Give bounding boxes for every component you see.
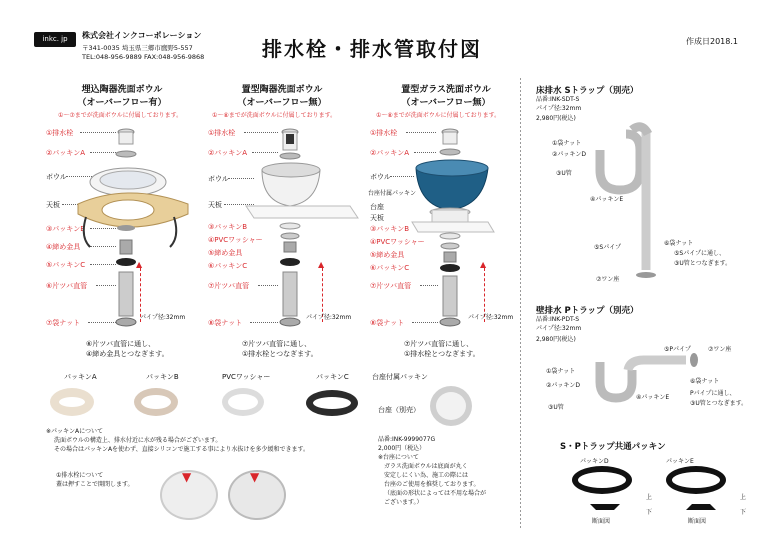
packing-b-image (134, 388, 178, 416)
s1-connect-note-1: ⑥片ツバ直管に通し、 (86, 340, 156, 348)
section3-note: ①～⑧までが洗面ボウルに付属しております。 (376, 112, 501, 119)
s1-label-packing-c: ⑤パッキンC (46, 261, 86, 269)
column-divider (520, 78, 521, 528)
s3-connect-note-1: ⑦片ツバ直管に通し、 (404, 340, 474, 348)
section2-subtitle: （オーバーフロー無） (237, 98, 327, 108)
part-label-packing-b: パッキンB (146, 373, 179, 381)
p-trap-p-pipe: ⑤Pパイプ (664, 346, 691, 353)
s3-label-flange-pipe: ⑦片ツバ直管 (370, 282, 412, 290)
s1-label-bag-nut: ⑦袋ナット (46, 319, 81, 327)
s-trap-packing-e: ④パッキンE (590, 196, 624, 203)
s1-label-drain-plug: ①排水栓 (46, 129, 74, 137)
section1-note: ①～⑦までが洗面ボウルに付属しております。 (58, 112, 183, 119)
plug-press-arrow-icon: ▼ (182, 470, 192, 484)
common-packing-e-label: パッキンE (666, 458, 694, 465)
packing-e-section-image (686, 504, 716, 510)
s-trap-price: 2,980円(税込) (536, 115, 576, 122)
s3-label-bowl: ボウル (370, 173, 391, 181)
common-packing-d-label: パッキンD (580, 458, 609, 465)
stand-code: 品番:INK-9999077G (378, 436, 436, 443)
pvc-washer-image (222, 388, 264, 416)
s1-label-packing-a: ②パッキンA (46, 149, 85, 157)
s1-connect-note-2: ④締め金具とつなぎます。 (86, 350, 169, 358)
packing-d-image (572, 466, 632, 494)
s1-label-packing-b: ③パッキンB (46, 225, 86, 233)
p-trap-u-pipe: ③U管 (548, 404, 564, 411)
s1-label-counter: 天板 (46, 201, 60, 209)
s-trap-diagram (586, 120, 666, 290)
stand-note-line: 台座のご使用を推奨しております。 (384, 481, 480, 488)
p-trap-note1: Pパイプに通し、 (690, 390, 736, 397)
contact-line: TEL:048-956-9889 FAX:048-956-9868 (82, 53, 205, 61)
s1-label-bowl: ボウル (46, 173, 67, 181)
section3-subtitle: （オーバーフロー無） (401, 98, 491, 108)
s2-label-counter: 天板 (208, 201, 222, 209)
packing-note-line: その場合はパッキンAを使わず、直接シリコンで施工する事により水抜けを多少緩和できます。 (54, 446, 309, 453)
plug-press-arrow-icon: ▼ (250, 470, 260, 484)
s1-arrow-head-icon: ▲ (136, 260, 143, 269)
s1-label-fastener: ④締め金具 (46, 243, 81, 251)
s3-label-fastener: ⑤締め金具 (370, 251, 405, 259)
s3-label-packing-c: ⑥パッキンC (370, 264, 410, 272)
section-down-label: 下 (646, 509, 653, 516)
packing-c-image (306, 390, 358, 416)
section-up-label: 上 (646, 494, 653, 501)
section3-title: 置型ガラス洗面ボウル (401, 85, 491, 95)
p-trap-bag-nut6: ⑥袋ナット (690, 378, 720, 385)
s2-label-drain-plug: ①排水栓 (208, 129, 236, 137)
s-trap-code: 品番:INK-SDT-S (536, 96, 580, 103)
company-address (82, 44, 204, 62)
stand-price: 2,000円（税込） (378, 445, 426, 452)
s1-label-flange-pipe: ⑥片ツバ直管 (46, 282, 88, 290)
part-label-packing-c: パッキンC (316, 373, 349, 381)
s-trap-bag-nut6: ⑥袋ナット (664, 240, 694, 247)
s2-arrow-head-icon: ▲ (318, 260, 325, 269)
s3-assembly-diagram (410, 122, 530, 342)
p-trap-diagram (590, 352, 720, 422)
s2-connect-note-1: ⑦片ツバ直管に通し、 (242, 340, 312, 348)
s2-label-packing-a: ②パッキンA (208, 149, 247, 157)
s-trap-u-pipe: ③U管 (556, 170, 572, 177)
s3-label-bag-nut: ⑧袋ナット (370, 319, 405, 327)
s3-arrow-head-icon: ▲ (480, 260, 487, 269)
s-trap-note2: ③U管とつなぎます。 (674, 260, 732, 267)
s-trap-title: 床排水 Sトラップ（別売） (536, 86, 639, 96)
stand-image (430, 386, 472, 426)
part-label-pvc-washer: PVCワッシャー (222, 373, 271, 381)
s3-label-stand: 台座 (370, 203, 384, 211)
s2-connect-note-2: ①排水栓とつなぎます。 (242, 350, 318, 358)
p-trap-price: 2,980円(税込) (536, 336, 576, 343)
s3-label-drain-plug: ①排水栓 (370, 129, 398, 137)
p-trap-bag-nut: ①袋ナット (546, 368, 576, 375)
common-packing-title: S・Pトラップ共通パッキン (560, 442, 666, 452)
part-label-stand-packing: 台座付属パッキン (372, 373, 428, 381)
part-label-packing-a: パッキンA (64, 373, 97, 381)
p-trap-wall: ⑦ワン座 (708, 346, 732, 353)
s3-label-stand-packing: 台座付属パッキン (368, 190, 416, 197)
s3-label-packing-a: ②パッキンA (370, 149, 409, 157)
s-trap-packing-d: ②パッキンD (552, 151, 586, 158)
stand-note-head: ※台座について (378, 454, 419, 461)
company-name: 株式会社インクコーポレーション (82, 31, 202, 40)
plug-note-line: ①排水栓について (56, 472, 104, 479)
stand-note-line: 安定しにくい為、施工の際には (384, 472, 469, 479)
p-trap-code: 品番:INK-PDT-S (536, 316, 580, 323)
plug-note-line: 蓋は押すことで開閉します。 (56, 481, 134, 488)
stand-note-line: ございます。） (384, 499, 423, 506)
s2-label-bowl: ボウル (208, 175, 229, 183)
packing-note-line: 洗面ボウルの構造上、排水付近に水が残る場合がございます。 (54, 437, 222, 444)
s2-assembly-diagram (240, 122, 370, 342)
s2-pipe-diameter: パイプ径:32mm (306, 314, 352, 321)
s-trap-bag-nut: ①袋ナット (552, 140, 582, 147)
packing-e-image (666, 466, 726, 494)
section-caption: 断面図 (592, 518, 611, 525)
section2-note: ①～⑧までが洗面ボウルに付属しております。 (212, 112, 337, 119)
p-trap-title: 壁排水 Pトラップ（別売） (536, 306, 639, 316)
s-trap-note1: ⑤Sパイプに通し、 (674, 250, 726, 257)
s-trap-s-pipe: ⑤Sパイプ (594, 244, 622, 251)
s2-label-bag-nut: ⑧袋ナット (208, 319, 243, 327)
section1-subtitle: （オーバーフロー有） (77, 98, 167, 108)
s-trap-floor: ⑦ワン座 (596, 276, 620, 283)
address-line: 〒341-0035 埼玉県三郷市鷹野5-557 (82, 44, 193, 52)
s1-assembly-diagram (70, 122, 200, 342)
s-trap-pipe: パイプ径:32mm (536, 105, 582, 112)
s2-label-pvc-washer: ④PVCワッシャー (208, 236, 263, 244)
p-trap-note2: ③U管とつなぎます。 (690, 400, 748, 407)
packing-note-head: ※パッキンAについて (46, 428, 103, 435)
p-trap-packing-e: ④パッキンE (636, 394, 670, 401)
page-title: 排水栓・排水管取付図 (262, 37, 482, 61)
creation-date: 作成日2018.1 (686, 37, 738, 46)
p-trap-packing-d: ②パッキンD (546, 382, 580, 389)
p-trap-pipe: パイプ径:32mm (536, 325, 582, 332)
section-up-label: 上 (740, 494, 747, 501)
s2-label-flange-pipe: ⑦片ツバ直管 (208, 282, 250, 290)
stand-note-line: ガラス洗面ボウルは底面が丸く (384, 463, 468, 470)
s1-pipe-diameter: パイプ径:32mm (140, 314, 186, 321)
s2-label-fastener: ⑤締め金具 (208, 249, 243, 257)
s3-label-pvc-washer: ④PVCワッシャー (370, 238, 425, 246)
packing-d-section-image (590, 504, 620, 510)
stand-note-line: （底面の形状によっては不用な場合が (384, 490, 487, 497)
section-caption: 断面図 (688, 518, 707, 525)
s3-label-packing-b: ③パッキンB (370, 225, 410, 233)
packing-a-image (50, 388, 94, 416)
s3-pipe-diameter: パイプ径:32mm (468, 314, 514, 321)
part-label-stand: 台座（別売） (378, 406, 420, 414)
s2-label-packing-c: ⑥パッキンC (208, 262, 248, 270)
s2-label-packing-b: ③パッキンB (208, 223, 248, 231)
s3-label-counter: 天板 (370, 214, 384, 222)
section-down-label: 下 (740, 509, 747, 516)
section2-title: 置型陶器洗面ボウル (241, 85, 323, 95)
section1-title: 埋込陶器洗面ボウル (81, 85, 163, 95)
company-logo: inkc. jp (34, 32, 76, 47)
s3-connect-note-2: ①排水栓とつなぎます。 (404, 350, 480, 358)
